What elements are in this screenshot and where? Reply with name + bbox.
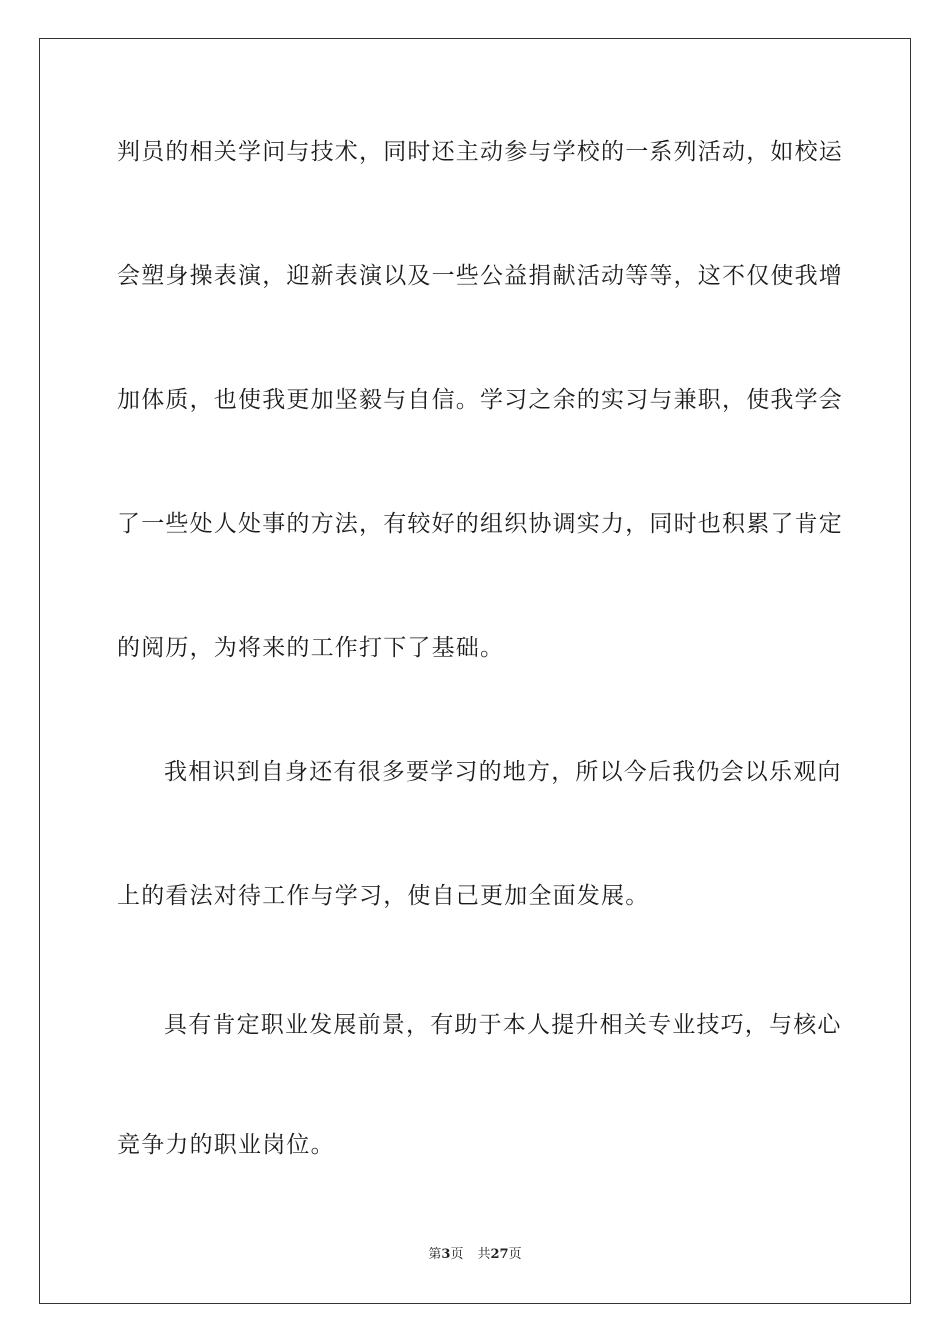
body-line-6: 我相识到自身还有很多要学习的地方，所以今后我仍会以乐观向 xyxy=(164,759,842,785)
footer-page-prefix: 第 xyxy=(428,1247,442,1262)
body-line-4: 了一些处人处事的方法，有较好的组织协调实力，同时也积累了肯定 xyxy=(117,511,843,537)
body-line-7: 上的看法对待工作与学习，使自己更加全面发展。 xyxy=(117,883,650,909)
body-line-1: 判员的相关学问与技术，同时还主动参与学校的一系列活动，如校运 xyxy=(117,139,843,165)
footer-page-suffix: 页 xyxy=(450,1247,464,1262)
body-line-2: 会塑身操表演，迎新表演以及一些公益捐献活动等等，这不仅使我增 xyxy=(117,263,843,289)
page-footer xyxy=(0,1247,950,1263)
footer-page-number: 3 xyxy=(441,1247,451,1262)
page-border xyxy=(39,38,911,1304)
footer-total-suffix: 页 xyxy=(508,1247,522,1262)
footer-total-prefix: 共 xyxy=(477,1247,491,1262)
body-line-8: 具有肯定职业发展前景，有助于本人提升相关专业技巧，与核心 xyxy=(164,1012,842,1038)
body-line-5: 的阅历，为将来的工作打下了基础。 xyxy=(117,635,505,661)
body-line-9: 竞争力的职业岗位。 xyxy=(117,1132,335,1158)
footer-total-pages: 27 xyxy=(490,1247,509,1262)
body-line-3: 加体质，也使我更加坚毅与自信。学习之余的实习与兼职，使我学会 xyxy=(117,387,843,413)
